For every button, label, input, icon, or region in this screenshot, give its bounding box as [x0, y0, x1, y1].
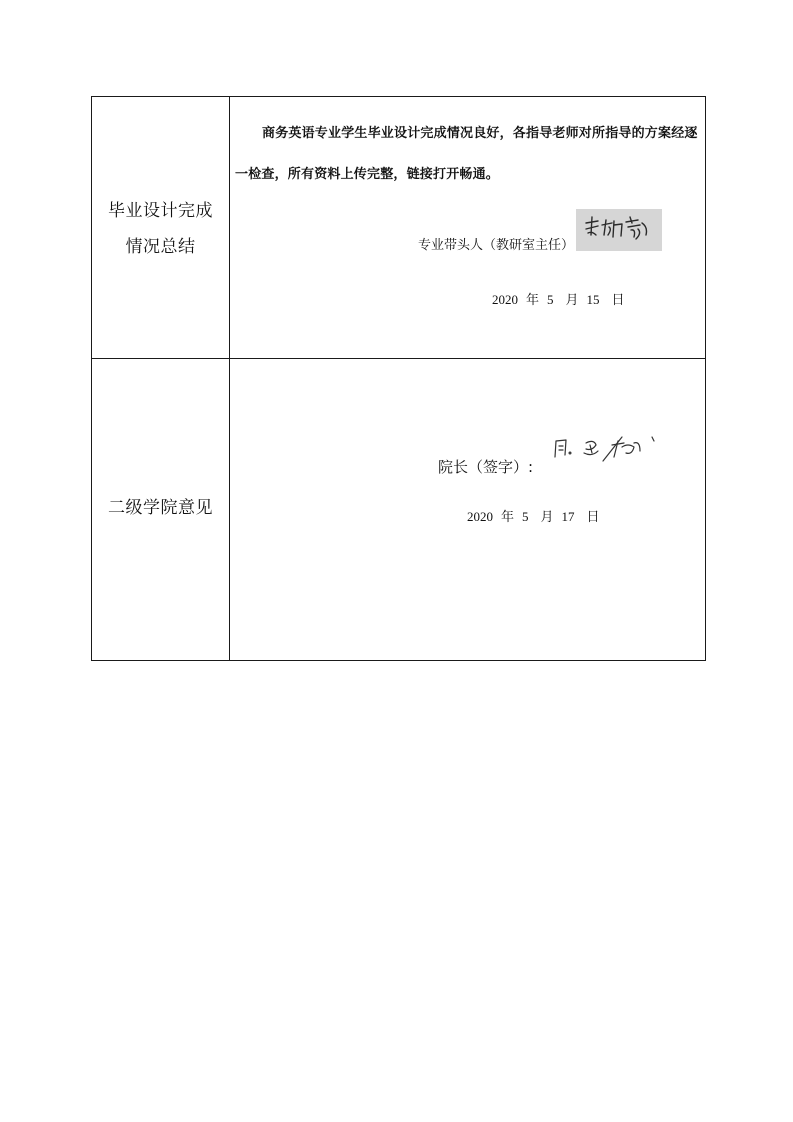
date-month-unit: 月	[540, 509, 554, 524]
approval-form-table	[91, 96, 706, 661]
table-row-completion-summary	[92, 97, 705, 359]
date-year-unit: 年	[526, 292, 540, 307]
summary-text-line: 一检查，所有资料上传完整，链接打开畅通。	[235, 167, 500, 182]
date-day: 17	[561, 509, 575, 524]
date-year: 2020	[492, 292, 518, 307]
row-content-cell	[230, 97, 705, 358]
date-day-unit: 日	[586, 509, 600, 524]
row-label-line: 毕业设计完成	[108, 201, 213, 221]
date-year: 2020	[467, 509, 493, 524]
table-row-college-opinion	[92, 359, 705, 660]
row-label-completion-summary	[92, 193, 229, 265]
date-day: 15	[586, 292, 600, 307]
row-content-cell	[230, 359, 705, 660]
row-label-cell	[92, 359, 230, 660]
handwritten-signature-image	[548, 431, 668, 475]
date-day-unit: 日	[611, 292, 625, 307]
signature-drawing	[576, 209, 662, 251]
row-label-cell	[92, 97, 230, 358]
program-head-label: 专业带头人（教研室主任）	[418, 238, 575, 253]
date-month: 5	[547, 292, 554, 307]
row-label-line: 情况总结	[125, 237, 196, 257]
summary-text-line: 商务英语专业学生毕业设计完成情况良好，各指导老师对所指导的方案经逐	[262, 126, 698, 141]
row-label-college-opinion: 二级学院意见	[108, 498, 213, 518]
handwritten-signature-image	[576, 209, 662, 251]
date-year-unit: 年	[501, 509, 515, 524]
date-month-unit: 月	[565, 292, 579, 307]
signature-date	[467, 506, 600, 525]
signature-date	[492, 289, 625, 308]
date-month: 5	[522, 509, 529, 524]
dean-signature-label: 院长（签字）:	[438, 458, 534, 476]
